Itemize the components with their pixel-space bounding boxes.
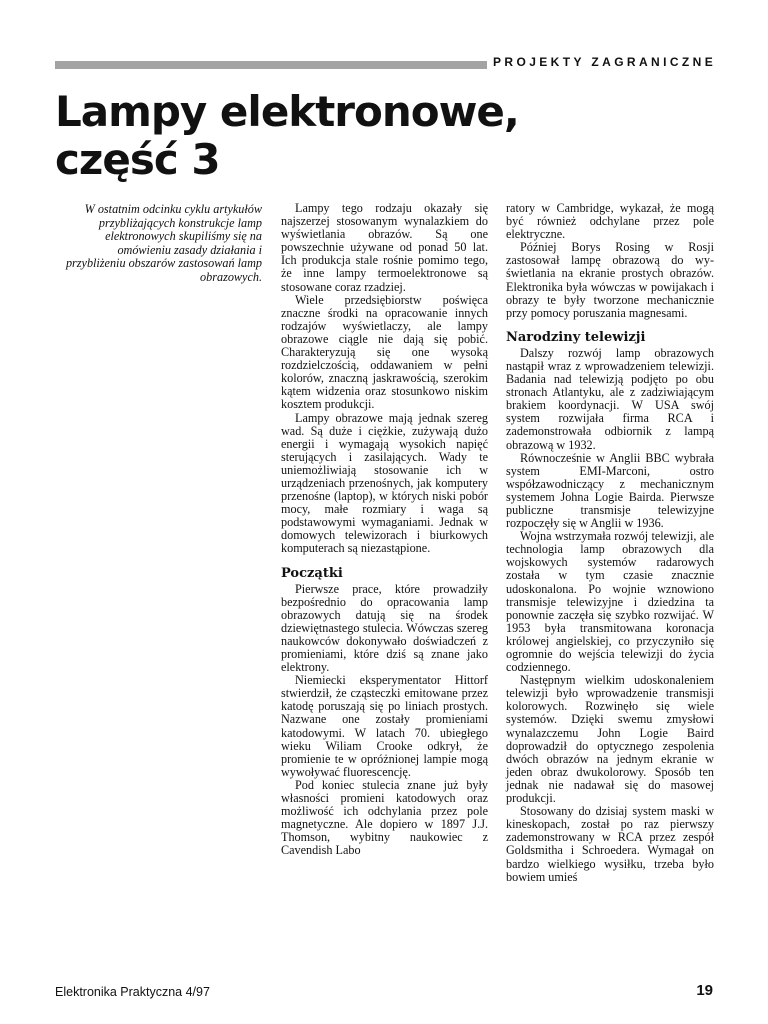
paragraph: Stosowany do dzisiaj system maski w kineskopach, został po raz pierwszy zademonstrowany w RCA przez zespół Goldsmitha i Schroedera. Wymagał on bardzo wielkiego wysiłku, trzeba było bowiem umieś <box>506 804 714 884</box>
section-heading-poczatki: Początki <box>281 565 343 581</box>
paragraph: Wojna wstrzymała rozwój telewizji, ale technologia lamp obrazowych dla wojskowych systemów radarowych została w tym czasie znacznie udoskonalona. Po wojnie wznowiono transmisje telewizyjne i dziedzina ta ponownie zaczęła się szybko rozwijać. W 1953 była transmitowana koronacja królowej angielskiej, co przyczyniło się ogromnie do wejścia telewizji do życia codziennego. <box>506 529 714 675</box>
header-rule <box>55 61 487 69</box>
article-lead: W ostatnim odcinku cyklu artykułów przybliżających konstrukcje lamp elektronowych skupiliśmy się na omówieniu zasady działania i przybliżeniu obszarów zastosowań lamp obrazowych. <box>65 202 262 284</box>
page-number: 19 <box>696 982 713 999</box>
paragraph: Lampy tego rodzaju okazały się najszerzej stosowanym wynalazkiem do wyświetlania obrazów. Są one powszechnie używane od ponad 50 lat. Ich produkcja stale rośnie pomimo tego, że inne lampy termoelektronowe są stosowane coraz rzadziej. <box>281 201 488 294</box>
paragraph: Równocześnie w Anglii BBC wybrała system EMI-Marconi, ostro współzawodniczący z mechanicznym systemem Johna Logie Bairda. Pierwsze publiczne transmisje telewizyjne rozpoczęły się w Anglii w 1936. <box>506 450 714 531</box>
section-label: PROJEKTY ZAGRANICZNE <box>493 55 717 69</box>
article-title-line-1: Lampy elektronowe, <box>55 87 519 136</box>
paragraph: Dalszy rozwój lamp obrazowych nastąpił wraz z wprowadzeniem telewizji. Badania nad telewizją podjęto po obu stronach Atlantyku, ale z zadziwiającym brakiem koordynacji. W USA swój system rozwijała firma RCA i zademonstrowała odbiornik z lampą obrazową w 1932. <box>506 345 714 452</box>
paragraph: Później Borys Rosing w Rosji zastosował lampę obrazową do wyświetlania na ekranie prostych obrazów. Elektronika była wówczas w powijakach i obrazy te były tworzone mechanicznie przy pomocy poruszania magnesami. <box>506 240 714 320</box>
article-title <box>55 88 519 184</box>
paragraph: Następnym wielkim udoskonaleniem telewizji było wprowadzenie transmisji kolorowych. Rozwinęło się wiele systemów. Dzięki swemu zmysłowi wynalazczemu John Logie Baird doprowadził do optycznego zespolenia dwóch obrazów na jednym ekranie w jeden obraz dwukolorowy. Sposób ten jednak nie nadawał się do masowej produkcji. <box>506 673 714 806</box>
paragraph: Pierwsze prace, które prowadziły bezpośrednio do opracowania lamp obrazowych datują się na środek dziewiętnastego stulecia. Wówczas szereg naukowców dokonywało doświadczeń z promieniami, które dziś są znane jako elektrony. <box>281 581 488 675</box>
paragraph: Niemiecki eksperymentator Hittorf stwierdził, że cząsteczki emitowane przez katodę poruszają się po liniach prostych. Nazwane one zostały promieniami katodowymi. W latach 70. ubiegłego wieku Wiliam Crooke odkrył, że promienie te w opróżnionej lampie mogą wywoływać fluorescencję. <box>281 673 488 779</box>
footer-publication: Elektronika Praktyczna 4/97 <box>55 985 210 999</box>
section-heading-narodziny-telewizji: Narodziny telewizji <box>506 329 646 345</box>
article-title-line-2: część 3 <box>55 135 220 184</box>
paragraph-continued: ratory w Cambridge, wykazał, że mogą być również odchylane przez pole elektryczne. <box>506 201 714 242</box>
paragraph: Lampy obrazowe mają jednak szereg wad. Są duże i ciężkie, zużywają dużo energii i wymagają wysokich napięć sterujących i zasilających. Wady te uniemożliwiają stosowanie ich w urządzeniach przenośnych, jak komputery przenośne (laptop), w których niski pobór mocy, małe rozmiary i waga są podstawowymi wymaganiami. Jednak w domowych telewizorach i biurkowych komputerach są niezastąpione. <box>281 410 488 556</box>
paragraph: Pod koniec stulecia znane już były własności promieni katodowych oraz możliwość ich odchylania przez pole magnetyczne. Ale dopiero w 1897 J.J. Thomson, wybitny naukowiec z Cavendish Labo <box>281 777 488 858</box>
article-column-3 <box>506 202 714 884</box>
article-column-2 <box>281 202 488 858</box>
paragraph: Wiele przedsiębiorstw poświęca znaczne środki na opracowanie innych rodzajów wyświetlaczy, ale lampy obrazowe ciągle nie dają się pobić. Charakteryzują się one wysoką rozdzielczością, oddawaniem w pełni kolorów, znaczną jaskrawością, szerokim kątem widzenia oraz stosunkowo niskim kosztem produkcji. <box>281 292 488 412</box>
